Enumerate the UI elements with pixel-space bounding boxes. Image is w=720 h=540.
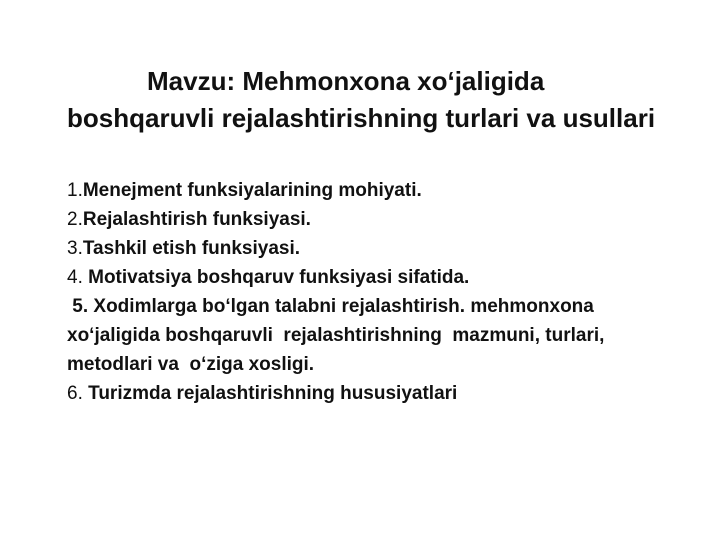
list-item [67,234,687,263]
list-item-text: Tashkil etish funksiyasi. [82,238,301,259]
slide-title [67,63,667,137]
list-item [67,379,687,408]
topic-list [67,176,687,408]
list-item-number: 2. [67,209,83,230]
list-item [67,263,687,292]
list-item-text: Menejment funksiyalarining mohiyati. [82,180,422,201]
list-item [67,292,687,379]
list-item-text: Rejalashtirish funksiyasi. [82,209,311,230]
list-item-text: Motivatsiya boshqaruv funksiyasi sifatida. [88,267,470,288]
list-item [67,205,687,234]
list-item-number: 6. [67,383,89,404]
list-item [67,176,687,205]
list-item-text: 5. Xodimlarga bo‘lgan talabni rejalashtirish. mehmonxona xo‘jaligida boshqaruvli rejalashtirishning mazmuni, turlari, metodlari va o‘ziga xosligi. [67,296,610,375]
list-item-number: 3. [67,238,83,259]
slide-title-text: Mavzu: Mehmonxona xo‘jaligida boshqaruvli rejalashtirishning turlari va usullari [67,66,656,133]
list-item-text: Turizmda rejalashtirishning hususiyatlari [88,383,458,404]
list-item-number: 4. [67,267,89,288]
list-item-number: 1. [67,180,83,201]
